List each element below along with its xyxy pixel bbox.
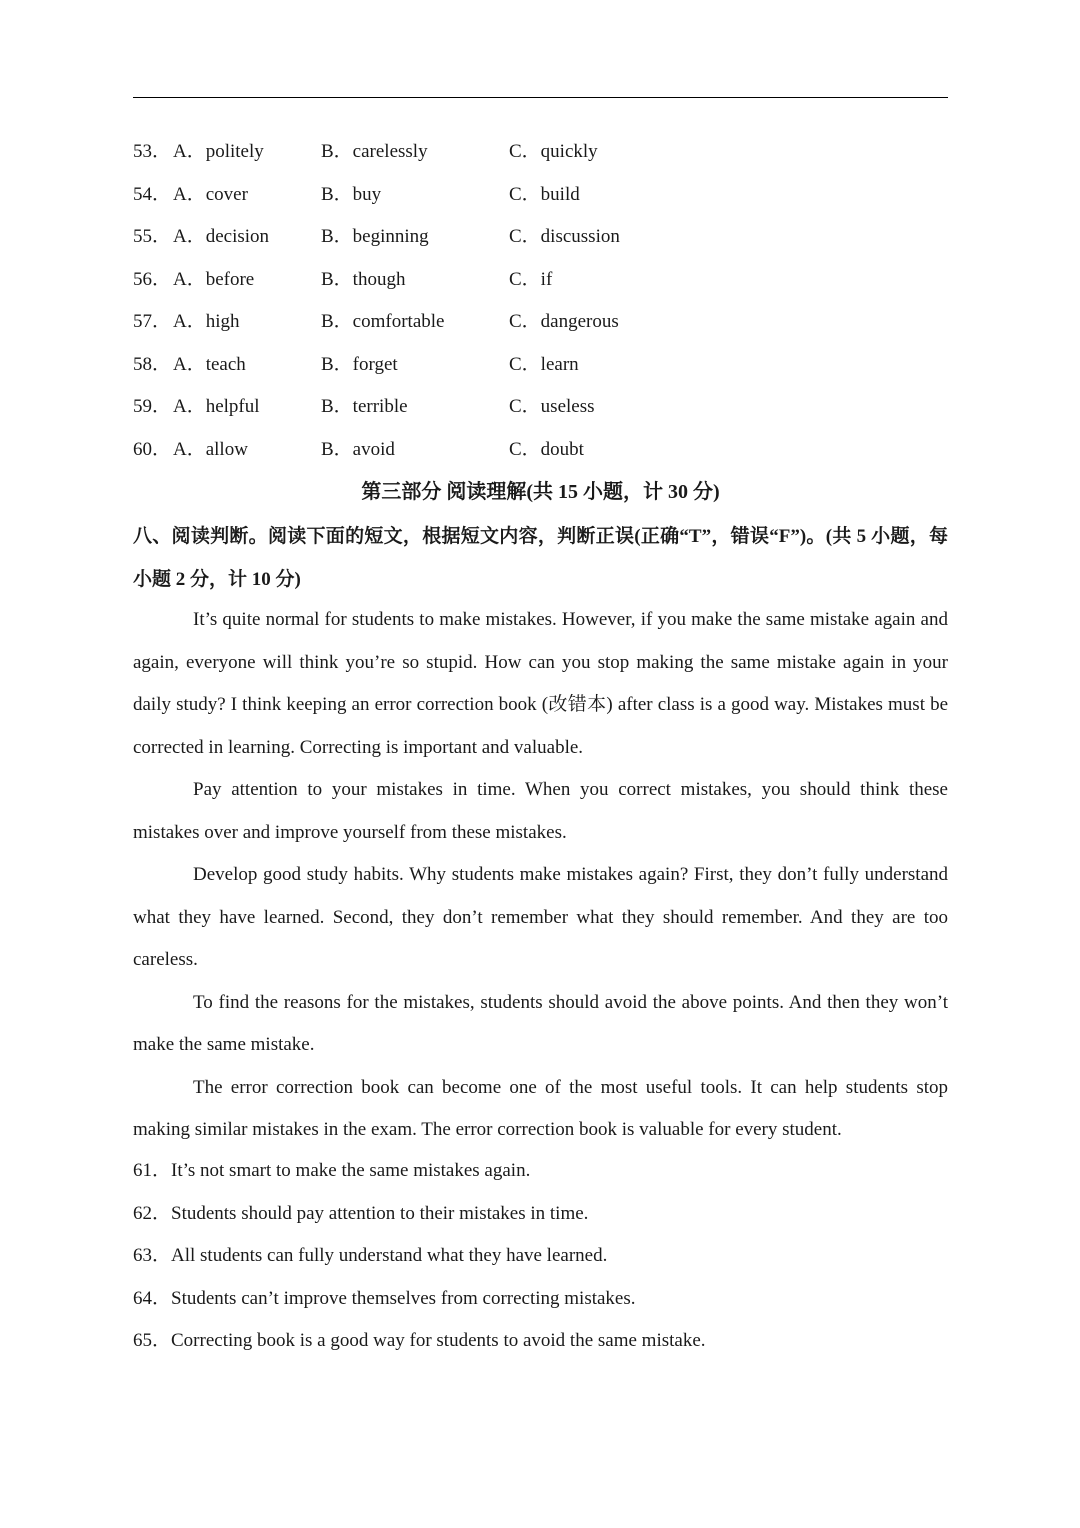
option-a: A．politely (173, 141, 264, 162)
option-c: C．useless (509, 396, 595, 417)
option-b: B．beginning (321, 226, 429, 247)
option-c: C．discussion (509, 226, 620, 247)
question-number: 55． (133, 226, 172, 247)
choice-row-58 (133, 344, 948, 387)
question-number: 60． (133, 438, 172, 460)
option-b: B．avoid (321, 438, 395, 460)
option-c: C．learn (509, 353, 579, 375)
section-title: 第三部分 阅读理解(共 15 小题，计 30 分) (361, 481, 720, 503)
passage-paragraph: The error correction book can become one of the most useful tools. It can help students stop making similar mistakes in the exam. The error correction book is valuable for every student. (133, 1076, 948, 1140)
question-63: 63．All students can fully understand what they have learned. (133, 1245, 608, 1266)
choice-row-60 (133, 429, 948, 472)
reading-passage (133, 599, 948, 1152)
option-b: B．buy (321, 183, 382, 205)
question-number: 56． (133, 268, 172, 290)
header-rule (133, 97, 948, 98)
option-a: A．decision (173, 226, 270, 247)
option-c: C．dangerous (509, 311, 619, 332)
option-a: A．cover (173, 183, 248, 205)
option-c: C．quickly (509, 141, 598, 162)
option-a: A．before (173, 268, 255, 290)
option-c: C．build (509, 183, 580, 205)
question-65: 65．Correcting book is a good way for students to avoid the same mistake. (133, 1330, 706, 1351)
question-number: 59． (133, 396, 172, 417)
choice-list (133, 131, 948, 471)
option-b: B．terrible (321, 396, 408, 417)
question-62: 62．Students should pay attention to their mistakes in time. (133, 1202, 589, 1224)
choice-row-54 (133, 174, 948, 217)
choice-row-56 (133, 259, 948, 302)
option-b: B．carelessly (321, 141, 428, 162)
passage-paragraph: To find the reasons for the mistakes, students should avoid the above points. And then they won’t make the same mistake. (133, 991, 948, 1055)
passage-paragraph: Pay attention to your mistakes in time. When you correct mistakes, you should think these mistakes over and improve yourself from these mistakes. (133, 779, 948, 843)
question-61: 61．It’s not smart to make the same mistakes again. (133, 1160, 531, 1181)
question-number: 58． (133, 353, 172, 375)
true-false-questions (133, 1150, 948, 1363)
option-a: A．high (173, 311, 240, 332)
passage-paragraph: Develop good study habits. Why students make mistakes again? First, they don’t fully understand what they have learned. Second, they don’t remember what they should remember. And they are too careless. (133, 864, 948, 970)
choice-row-53 (133, 131, 948, 174)
option-b: B．comfortable (321, 311, 445, 332)
option-b: B．forget (321, 353, 398, 375)
option-c: C．if (509, 268, 553, 290)
option-a: A．helpful (173, 396, 260, 417)
option-c: C．doubt (509, 438, 584, 460)
instructions: 八、阅读判断。阅读下面的短文，根据短文内容，判断正误(正确“T”，错误“F”)。(共 5 小题，每小题 2 分，计 10 分) (133, 526, 948, 590)
choice-row-55 (133, 216, 948, 259)
question-number: 54． (133, 183, 172, 205)
question-64: 64．Students can’t improve themselves from correcting mistakes. (133, 1287, 636, 1309)
choice-row-57 (133, 301, 948, 344)
option-a: A．allow (173, 438, 248, 460)
passage-paragraph: It’s quite normal for students to make mistakes. However, if you make the same mistake again and again, everyone will think you’re so stupid. How can you stop making the same mistake again in your daily study? I think keeping an error correction book (改错本) after class is a good way. Mistakes must be corrected in learning. Correcting is important and valuable. (133, 609, 948, 758)
option-b: B．though (321, 268, 406, 290)
option-a: A．teach (173, 353, 246, 375)
question-number: 53． (133, 141, 172, 162)
question-number: 57． (133, 311, 172, 332)
choice-row-59 (133, 386, 948, 429)
